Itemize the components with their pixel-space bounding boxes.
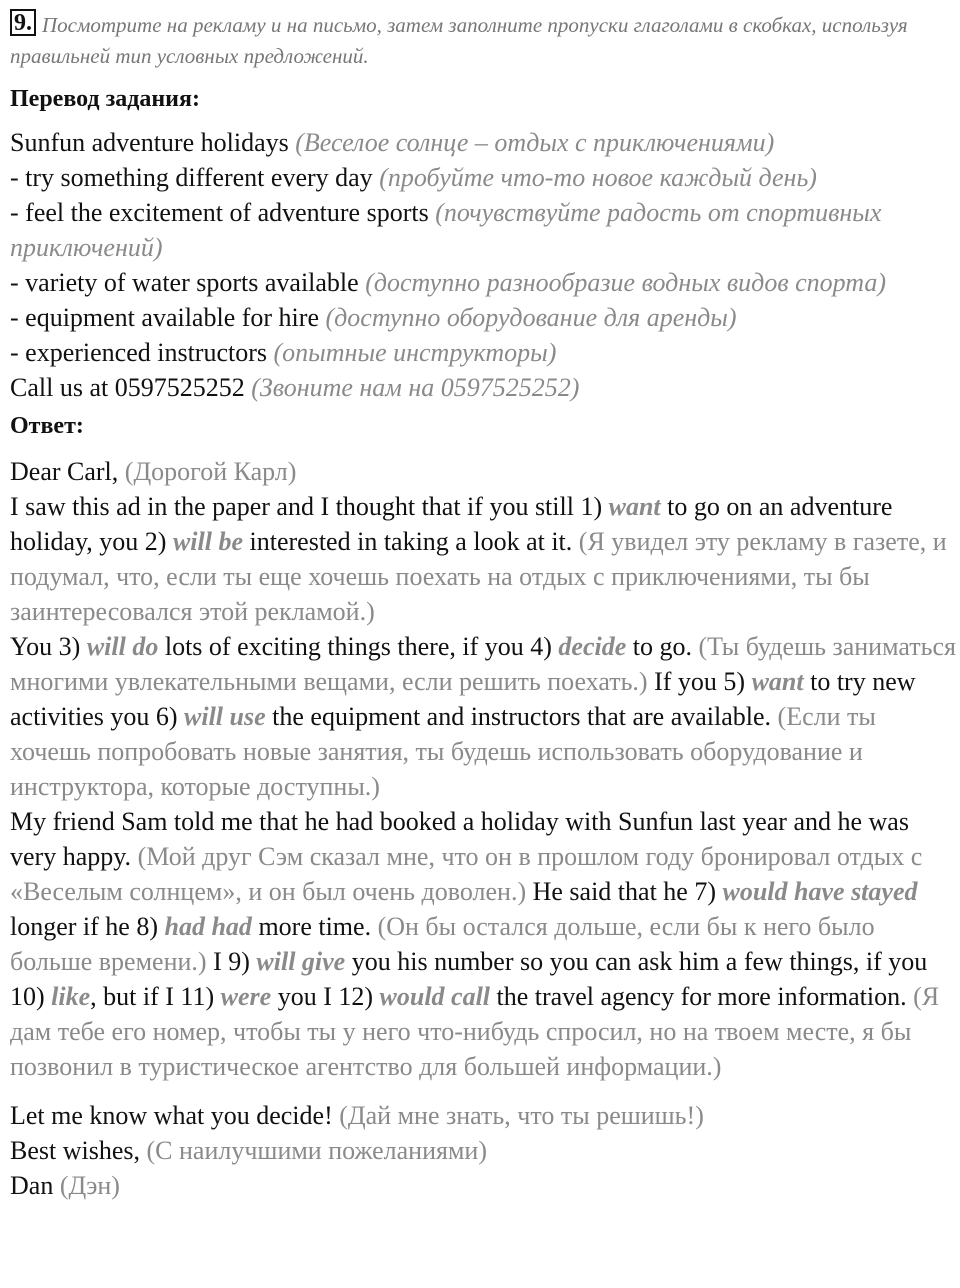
ad-line-ru: (почувствуйте радость от спортивных приключений) bbox=[10, 198, 882, 262]
paragraph-translation: (Если ты хочешь попробовать новые занятия, ты будешь использовать оборудование и инструктора, которые доступны.) bbox=[10, 702, 876, 801]
ad-line bbox=[10, 195, 960, 265]
paragraph-translation: (Мой друг Сэм сказал мне, что он в прошлом году бронировал отдых с «Веселым солнцем», и он был очень доволен.) bbox=[10, 842, 923, 906]
text-fragment: interested in taking a look at it. bbox=[249, 527, 573, 556]
ad-line bbox=[10, 335, 960, 370]
ad-line-ru: (Звоните нам на 0597525252) bbox=[251, 373, 580, 402]
text-fragment: to go on an adventure holiday, you 2) bbox=[10, 492, 893, 556]
ad-line-en: - feel the excitement of adventure sports bbox=[10, 198, 429, 227]
text-fragment: If you 5) bbox=[654, 667, 746, 696]
text-fragment: I saw this ad in the paper and I thought that if you still 1) bbox=[10, 492, 603, 521]
ad-line-en: Call us at 0597525252 bbox=[10, 373, 245, 402]
answer-11: were bbox=[220, 982, 272, 1011]
answer-12: would call bbox=[379, 982, 491, 1011]
ad-line-en: Sunfun adventure holidays bbox=[10, 128, 289, 157]
ad-line-en: - experienced instructors bbox=[10, 338, 268, 367]
text-fragment: lots of exciting things there, if you 4) bbox=[164, 632, 552, 661]
ad-translation bbox=[10, 125, 960, 405]
closing-ru: (Дэн) bbox=[59, 1171, 120, 1200]
letter-greeting bbox=[10, 454, 960, 489]
closing-line bbox=[10, 1098, 960, 1133]
task-number: 9. bbox=[10, 9, 36, 36]
answer-6: will use bbox=[184, 702, 266, 731]
paragraph-translation: (Ты будешь заниматься многими увлекательными вещами, если решить поехать.) bbox=[10, 632, 956, 696]
text-fragment: He said that he 7) bbox=[532, 877, 716, 906]
answer-3: will do bbox=[86, 632, 159, 661]
text-fragment: longer if he 8) bbox=[10, 912, 159, 941]
ad-line-ru: (Веселое солнце – отдых с приключениями) bbox=[295, 128, 775, 157]
closing-en: Let me know what you decide! bbox=[10, 1101, 333, 1130]
letter-body bbox=[10, 454, 960, 1203]
text-fragment: you I 12) bbox=[277, 982, 374, 1011]
closing-line bbox=[10, 1133, 960, 1168]
paragraph-translation: (Он бы остался дольше, если бы к него было больше времени.) bbox=[10, 912, 875, 976]
text-fragment: the equipment and instructors that are available. bbox=[272, 702, 772, 731]
ad-line-en: - try something different every day bbox=[10, 163, 373, 192]
letter-paragraph-1 bbox=[10, 489, 960, 629]
text-fragment: I 9) bbox=[213, 947, 250, 976]
ad-line bbox=[10, 370, 960, 405]
letter-paragraph-2 bbox=[10, 629, 960, 804]
letter-paragraph-3 bbox=[10, 804, 960, 1084]
ad-line-en: - variety of water sports available bbox=[10, 268, 359, 297]
answer-10: like bbox=[51, 982, 91, 1011]
text-fragment: more time. bbox=[258, 912, 372, 941]
spacer bbox=[10, 1084, 960, 1098]
ad-line-ru: (пробуйте что-то новое каждый день) bbox=[379, 163, 817, 192]
closing-en: Best wishes, bbox=[10, 1136, 140, 1165]
ad-line-ru: (доступно разнообразие водных видов спорта) bbox=[365, 268, 887, 297]
ad-line-ru: (доступно оборудование для аренды) bbox=[325, 303, 737, 332]
closing-ru: (С наилучшими пожеланиями) bbox=[146, 1136, 487, 1165]
paragraph-translation: (Я увидел эту рекламу в газете, и подумал, что, если ты еще хочешь поехать на отдых с приключениями, ты бы заинтересовался этой рекламой.) bbox=[10, 527, 947, 626]
closing-en: Dan bbox=[10, 1171, 54, 1200]
closing-line bbox=[10, 1168, 960, 1203]
ad-line-ru: (опытные инструкторы) bbox=[273, 338, 557, 367]
text-fragment: to go. bbox=[632, 632, 692, 661]
paragraph-translation: (Я дам тебе его номер, чтобы ты у него что-нибудь спросил, но на твоем месте, я бы позвонил в туристическое агентство для большей информации.) bbox=[10, 982, 940, 1081]
ad-line-en: - equipment available for hire bbox=[10, 303, 319, 332]
ad-line bbox=[10, 265, 960, 300]
answer-8: had had bbox=[164, 912, 252, 941]
text-fragment: , but if I 11) bbox=[90, 982, 215, 1011]
answer-4: decide bbox=[558, 632, 627, 661]
answer-5: want bbox=[751, 667, 804, 696]
translation-heading: Перевод задания: bbox=[10, 86, 200, 112]
ad-line bbox=[10, 160, 960, 195]
ad-line bbox=[10, 300, 960, 335]
text-fragment: the travel agency for more information. bbox=[496, 982, 907, 1011]
text-fragment: You 3) bbox=[10, 632, 81, 661]
letter-closing bbox=[10, 1098, 960, 1203]
answer-7: would have stayed bbox=[722, 877, 918, 906]
answer-2: will be bbox=[172, 527, 244, 556]
greeting-en: Dear Carl, bbox=[10, 457, 119, 486]
text-fragment: to try new activities you 6) bbox=[10, 667, 916, 731]
greeting-ru: (Дорогой Карл) bbox=[124, 457, 297, 486]
text-fragment: My friend Sam told me that he had booked a holiday with Sunfun last year and he was very happy. bbox=[10, 807, 909, 871]
closing-ru: (Дай мне знать, что ты решишь!) bbox=[339, 1101, 704, 1130]
task-instruction bbox=[10, 10, 960, 72]
ad-line bbox=[10, 125, 960, 160]
answer-9: will give bbox=[256, 947, 346, 976]
answer-1: want bbox=[608, 492, 661, 521]
answer-heading: Ответ: bbox=[10, 413, 84, 439]
task-text: Посмотрите на рекламу и на письмо, затем заполните пропуски глаголами в скобках, используя правильней тип условных предложений. bbox=[10, 13, 908, 68]
text-fragment: you his number so you can ask him a few things, if you 10) bbox=[10, 947, 928, 1011]
